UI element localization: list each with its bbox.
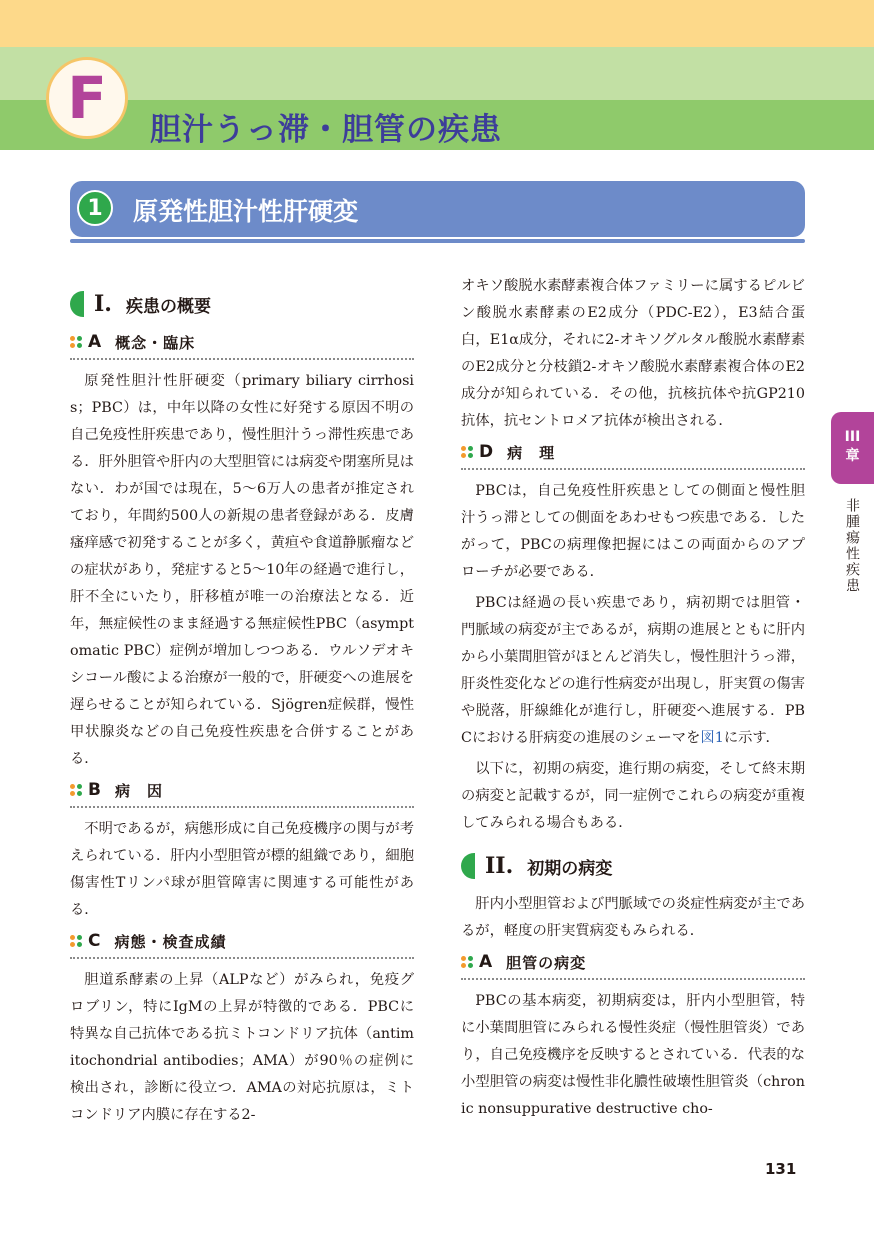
page-number: 131 [765, 1160, 797, 1178]
paragraph-pathology-3: 以下に，初期の病変，進行期の病変，そして終末期の病変と記載するが，同一症例でこれらの病変が重複してみられる場合もある． [461, 761, 805, 831]
subheading-a2-letter: A [479, 952, 493, 972]
subheading-d [461, 439, 805, 470]
side-tab-label: 非腫瘍性疾患 [844, 498, 860, 594]
paragraph-pathology-2-end: に示す． [723, 730, 780, 746]
chapter-side-tab [831, 412, 874, 484]
heading-i [70, 287, 414, 321]
subheading-c-letter: C [88, 931, 101, 951]
dots-icon [70, 784, 82, 796]
heading-i-title: 疾患の概要 [125, 296, 211, 317]
paragraph-concept: 原発性胆汁性肝硬変（primary biliary cirrhosis；PBC）は，中年以降の女性に好発する原因不明の自己免疫性肝疾患であり，慢性胆汁うっ滞性疾患である．肝外胆管や肝内の大型胆管には病変や閉塞所見はない．わが国では現在，5〜6万人の患者が推定されており，年間約500人の新規の患者登録がある．皮膚瘙痒感で初発することが多く，黄疸や食道静脈瘤などの症状があり，発症すると5〜10年の経過で進行し，肝不全にいたり，肝移植が唯一の治療法となる．近年，無症候性のまま経過する無症候性PBC（asymptomatic PBC）症例が増加しつつある．ウルソデオキシコール酸による治療が一般的で，肝硬変への進展を遅らせることが知られている．Sjögren症候群，慢性甲状腺炎などの自己免疫性疾患を合併することがある． [70, 373, 414, 767]
dots-icon [70, 336, 82, 348]
subheading-a2-title: 胆管の病変 [506, 953, 587, 972]
section-title: 原発性胆汁性肝硬変 [133, 197, 359, 226]
subheading-d-letter: D [479, 442, 494, 462]
paragraph-etiology: 不明であるが，病態形成に自己免疫機序の関与が考えられている．肝内小型胆管が標的組織であり，細胞傷害性Tリンパ球が胆管障害に関連する可能性がある． [70, 821, 414, 918]
subheading-a [70, 329, 414, 360]
subheading-d-title: 病 理 [507, 443, 556, 462]
section-number-badge: 1 [77, 190, 113, 226]
side-tab-roman: III [844, 429, 861, 445]
heading-ii [461, 849, 805, 883]
subheading-a2 [461, 949, 805, 980]
side-tab-chapter-char: 章 [845, 448, 860, 464]
leaf-icon [461, 853, 475, 879]
subheading-b [70, 777, 414, 808]
paragraph-pathology-2 [461, 590, 805, 752]
top-color-band [0, 0, 874, 47]
heading-ii-number: II. [485, 853, 514, 879]
figure-1-link[interactable]: 図1 [700, 730, 724, 746]
paragraph-bile-duct-lesions: PBCの基本病変，初期病変は，肝内小型胆管，特に小葉間胆管にみられる慢性炎症（慢性胆管炎）であり，自己免疫機序を反映するとされている．代表的な小型胆管の病変は慢性非化膿性破壊性胆管炎（chronic nonsuppurative destructive cho- [461, 993, 805, 1117]
heading-i-number: I. [94, 291, 112, 317]
dots-icon [461, 446, 473, 458]
paragraph-pathophysiology: 胆道系酵素の上昇（ALPなど）がみられ，免疫グロブリン，特にIgMの上昇が特徴的である．PBCに特異な自己抗体である抗ミトコンドリア抗体（antimitochondrial antibodies；AMA）が90％の症例に検出され，診断に役立つ．AMAの対応抗原は，ミトコンドリア内膜に存在する2- [70, 972, 414, 1123]
subheading-b-letter: B [88, 780, 101, 800]
paragraph-pathology-2-text: PBCは経過の長い疾患であり，病初期では胆管・門脈域の病変が主であるが，病期の進展とともに肝内から小葉間胆管がほとんど消失し，慢性胆汁うっ滞，肝炎性変化などの進行性病変が出現し，肝実質の傷害や脱落，肝線維化が進行し，肝硬変へ進展する．PBCにおける肝病変の進展のシェーマを [461, 595, 805, 746]
paragraph-pathology-1: PBCは，自己免疫性肝疾患としての側面と慢性胆汁うっ滞としての側面をあわせもつ疾患である．したがって，PBCの病理像把握にはこの両面からのアプローチが必要である． [461, 483, 805, 580]
subheading-c [70, 928, 414, 959]
subheading-a-title: 概念・臨床 [115, 333, 196, 352]
paragraph-continued: オキソ酸脱水素酵素複合体ファミリーに属するピルビン酸脱水素酵素のE2成分（PDC-E2），E3結合蛋白，E1α成分，それに2-オキソグルタル酸脱水素酵素のE2成分と分枝鎖2-オキソ酸脱水素酵素複合体のE2成分が知られている．その他，抗核抗体や抗GP210抗体，抗セントロメア抗体が検出される． [461, 278, 805, 429]
subheading-c-title: 病態・検査成績 [114, 932, 227, 951]
dots-icon [461, 956, 473, 968]
paragraph-early-lesions: 肝内小型胆管および門脈域での炎症性病変が主であるが，軽度の肝実質病変もみられる． [461, 896, 805, 939]
heading-ii-title: 初期の病変 [527, 858, 613, 879]
subheading-b-title: 病 因 [114, 781, 163, 800]
section-header-underline [70, 239, 805, 243]
leaf-icon [70, 291, 84, 317]
right-column [461, 273, 805, 1127]
dots-icon [70, 935, 82, 947]
subheading-a-letter: A [88, 332, 102, 352]
chapter-title: 胆汁うっ滞・胆管の疾患 [150, 112, 502, 148]
left-column [70, 275, 414, 1133]
chapter-letter-badge: F [46, 57, 128, 139]
